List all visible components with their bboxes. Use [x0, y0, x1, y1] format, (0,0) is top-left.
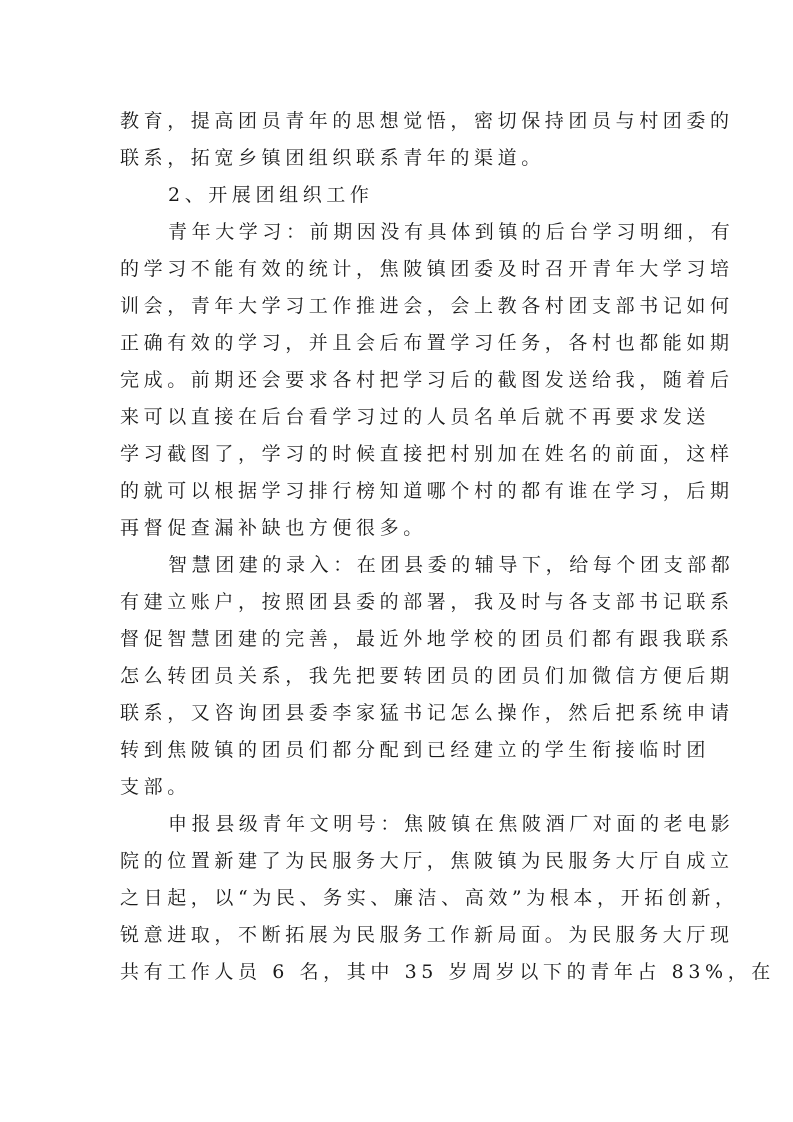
text-line: 联系，拓宽乡镇团组织联系青年的渠道。: [120, 147, 545, 169]
document-body: [120, 103, 775, 991]
text-line: 支部。: [120, 776, 191, 798]
text-line: 有建立账户，按照团县委的部署，我及时与各支部书记联系: [120, 591, 734, 613]
text-line: 教育，提高团员青年的思想觉悟，密切保持团员与村团委的: [120, 110, 734, 132]
paragraph-start-line: 青年大学习：前期因没有具体到镇的后台学习明细，有: [168, 221, 735, 243]
text-line: 的学习不能有效的统计，焦陂镇团委及时召开青年大学习培: [120, 258, 734, 280]
text-line: 之日起，以“为民、务实、廉洁、高效”为根本，开拓创新，: [120, 887, 739, 909]
text-line: 锐意进取，不断拓展为民服务工作新局面。为民服务大厅现: [120, 924, 734, 946]
text-line: 联系，又咨询团县委李家猛书记怎么操作，然后把系统申请: [120, 702, 734, 724]
paragraph-start-line: 申报县级青年文明号：焦陂镇在焦陂酒厂对面的老电影: [168, 813, 735, 835]
text-line: 完成。前期还会要求各村把学习后的截图发送给我，随着后: [120, 369, 734, 391]
text-line: 共有工作人员 6 名，其中 35 岁周岁以下的青年占 83%，在: [120, 961, 775, 983]
text-line: 的就可以根据学习排行榜知道哪个村的都有谁在学习，后期: [120, 480, 734, 502]
text-line: 督促智慧团建的完善，最近外地学校的团员们都有跟我联系: [120, 628, 734, 650]
text-line: 来可以直接在后台看学习过的人员名单后就不再要求发送: [120, 406, 711, 428]
section-heading: 2、开展团组织工作: [168, 184, 374, 206]
text-line: 转到焦陂镇的团员们都分配到已经建立的学生衔接临时团: [120, 739, 711, 761]
text-line: 怎么转团员关系，我先把要转团员的团员们加微信方便后期: [120, 665, 734, 687]
paragraph-start-line: 智慧团建的录入：在团县委的辅导下，给每个团支部都: [168, 554, 735, 576]
text-line: 训会，青年大学习工作推进会，会上教各村团支部书记如何: [120, 295, 734, 317]
text-line: 院的位置新建了为民服务大厅，焦陂镇为民服务大厅自成立: [120, 850, 734, 872]
text-line: 学习截图了，学习的时候直接把村别加在姓名的前面，这样: [120, 443, 734, 465]
text-line: 再督促查漏补缺也方便很多。: [120, 517, 427, 539]
text-line: 正确有效的学习，并且会后布置学习任务，各村也都能如期: [120, 332, 734, 354]
